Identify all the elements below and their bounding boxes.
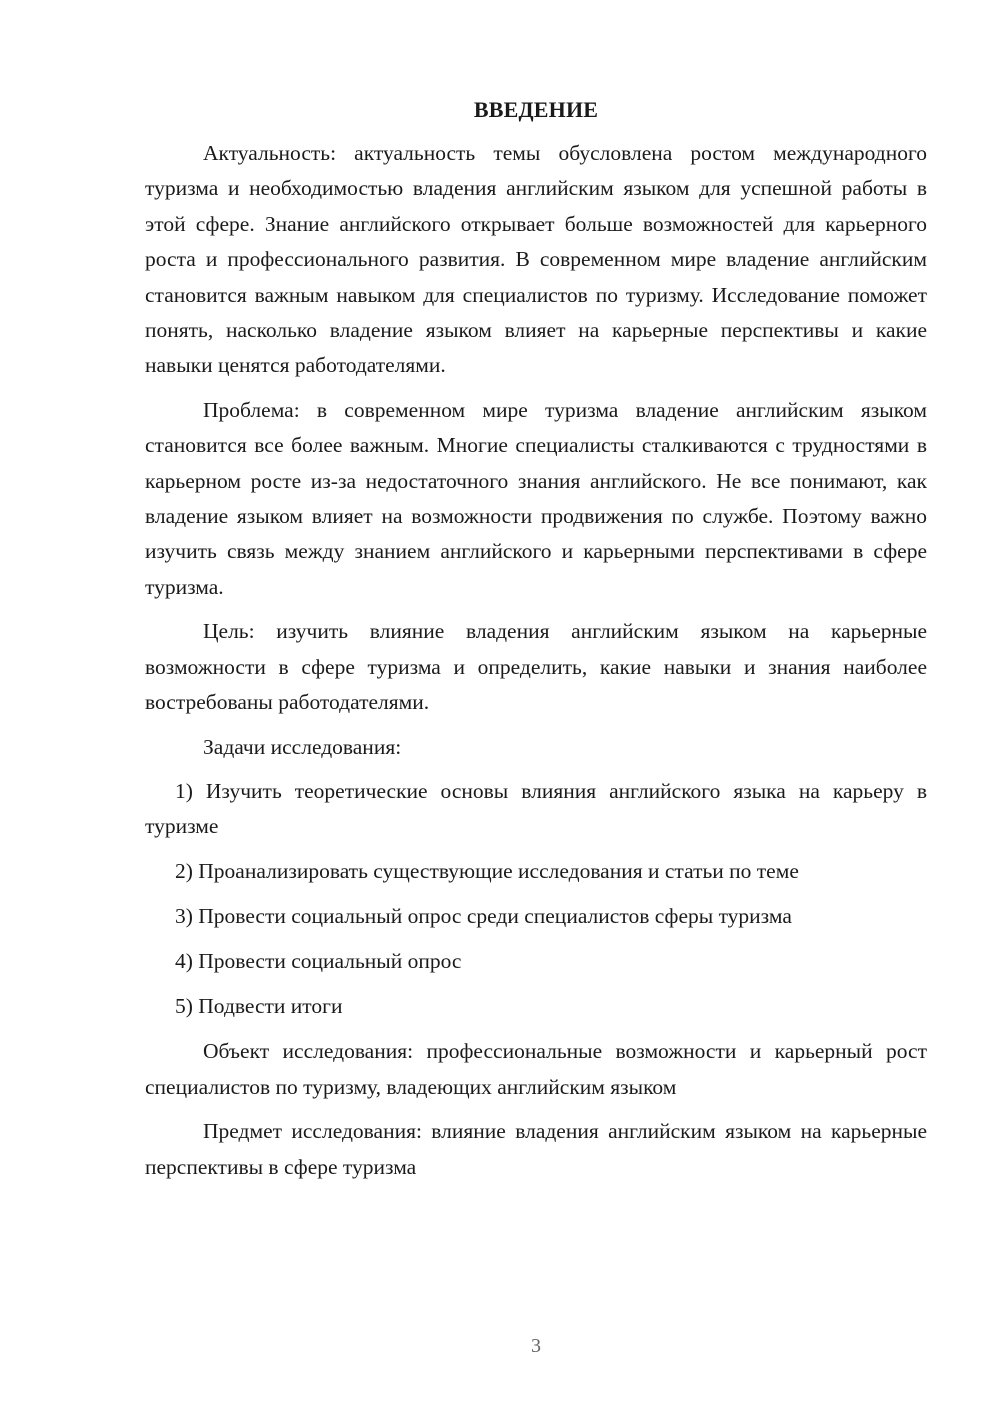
- page-title: ВВЕДЕНИЕ: [473, 97, 599, 122]
- list-item: 3) Провести социальный опрос среди специалистов сферы туризма: [175, 904, 792, 929]
- list-item: 5) Подвести итоги: [175, 994, 343, 1019]
- tasks-heading: Задачи исследования:: [203, 734, 402, 759]
- list-item: 2) Проанализировать существующие исследования и статьи по теме: [175, 859, 799, 884]
- problem-paragraph: Проблема: в современном мире туризма владение английским языком становится все более важным. Многие специалисты сталкиваются с трудностями в карьерном росте из-за недостаточного знания английского. Не все понимают, как владение языком влияет на возможности продвижения по службе. Поэтому важно изучить связь между знанием английского и карьерными перспективами в сфере туризма.: [145, 397, 927, 599]
- page-number: 3: [531, 1335, 541, 1357]
- document-page: [145, 92, 927, 1194]
- subject-paragraph: Предмет исследования: влияние владения английским языком на карьерные перспективы в сфере туризма: [145, 1119, 927, 1179]
- goal-paragraph: Цель: изучить влияние владения английским языком на карьерные возможности в сфере туризма и определить, какие навыки и знания наиболее востребованы работодателями.: [145, 619, 927, 715]
- tasks-list: [145, 774, 927, 1025]
- list-item: 4) Провести социальный опрос: [175, 949, 462, 974]
- relevance-paragraph: Актуальность: актуальность темы обусловлена ростом международного туризма и необходимостью владения английским языком для успешной работы в этой сфере. Знание английского открывает больше возможностей для карьерного роста и профессионального развития. В современном мире владение английским становится важным навыком для специалистов по туризму. Исследование поможет понять, насколько владение языком влияет на карьерные перспективы и какие навыки ценятся работодателями.: [145, 141, 927, 378]
- object-paragraph: Объект исследования: профессиональные возможности и карьерный рост специалистов по туризму, владеющих английским языком: [145, 1039, 927, 1099]
- list-item: 1) Изучить теоретические основы влияния английского языка на карьеру в туризме: [145, 778, 927, 839]
